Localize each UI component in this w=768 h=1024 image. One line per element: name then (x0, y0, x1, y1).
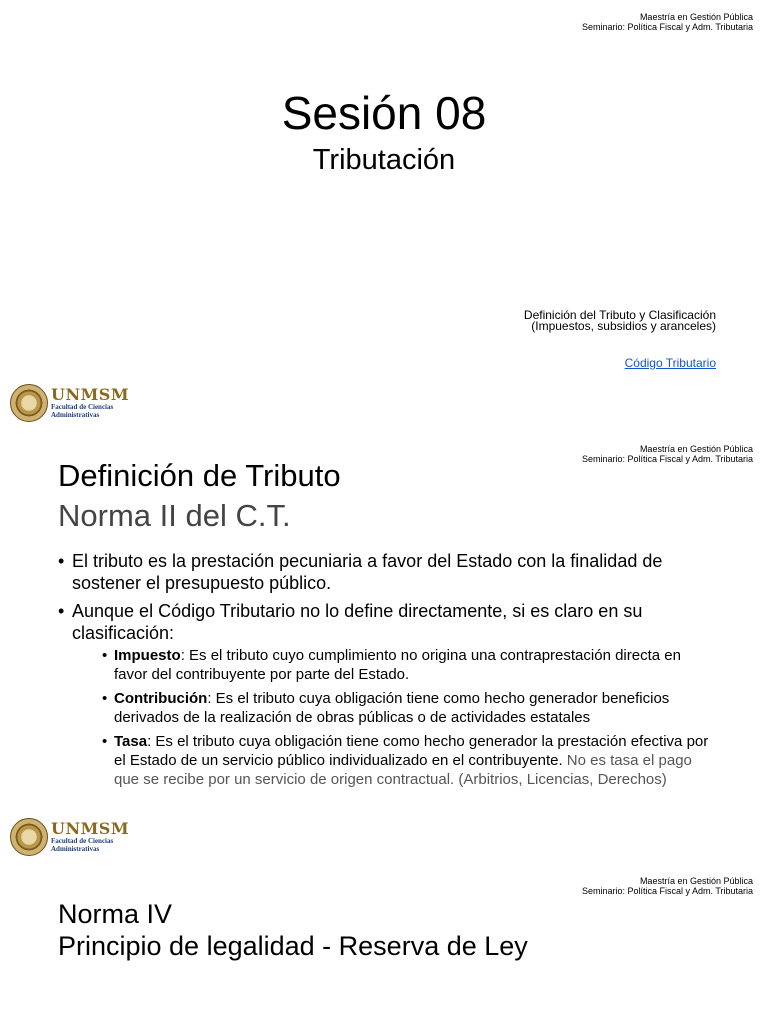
slide-header (582, 12, 753, 32)
slide-1 (0, 0, 768, 432)
sub-list-item-impuesto (102, 646, 718, 684)
slide-title: Norma IV (58, 899, 173, 929)
header-seminar: Seminario: Política Fiscal y Adm. Tributaria (581, 22, 753, 32)
logo-name: UNMSM (51, 819, 130, 838)
university-seal-icon (10, 818, 48, 856)
sub-list-item-contribucion (102, 689, 718, 727)
logo-faculty-line-2: Administrativas (51, 411, 100, 419)
logo-faculty-line-1: Facultad de Ciencias (51, 837, 114, 845)
definition-contribucion: : Es el tributo cuya obligación tiene como hecho generador beneficios derivados de la realización de obras públicas o de actividades estatales (114, 690, 670, 726)
session-title: Sesión 08 (281, 87, 487, 139)
slide-title: Definición de Tributo (58, 458, 341, 493)
bullet-text: El tributo es la prestación pecuniaria a favor del Estado con la finalidad de sostener el presupuesto público. (72, 551, 663, 593)
header-seminar: Seminario: Política Fiscal y Adm. Tributaria (581, 454, 753, 464)
term-impuesto: Impuesto (114, 647, 181, 664)
slide-subtitle: Norma II del C.T. (58, 498, 291, 533)
sub-bullet-list (72, 646, 718, 789)
topic-line-2: (Impuestos, subsidios y aranceles) (531, 319, 716, 333)
header-program: Maestría en Gestión Pública (639, 444, 753, 454)
topic-summary (524, 310, 716, 332)
slide-subtitle: Principio de legalidad - Reserva de Ley (58, 931, 528, 961)
unmsm-logo (10, 380, 130, 426)
list-item (58, 550, 718, 594)
university-seal-icon (10, 384, 48, 422)
slide-2 (0, 432, 768, 864)
term-contribucion: Contribución (114, 690, 208, 707)
tasa-note: No es tasa el pago que se recibe por un servicio de origen contractual. (Arbitrios, Licencias, Derechos) (114, 752, 692, 788)
topic-line-1: Definición del Tributo y Clasificación (523, 308, 716, 322)
logo-name: UNMSM (51, 385, 130, 404)
header-program: Maestría en Gestión Pública (639, 876, 753, 886)
slide-header (582, 876, 753, 896)
logo-text (51, 821, 129, 853)
logo-text (51, 387, 129, 419)
session-subtitle: Tributación (312, 144, 456, 176)
bullet-list (58, 550, 718, 795)
list-item (58, 600, 718, 789)
definition-tasa: : Es el tributo cuya obligación tiene como hecho generador la prestación efectiva por el Estado de un servicio público individualizado en el contribuyente. (114, 733, 709, 769)
header-seminar: Seminario: Política Fiscal y Adm. Tributaria (581, 886, 753, 896)
term-tasa: Tasa (114, 733, 148, 750)
bullet-text: Aunque el Código Tributario no lo define directamente, si es claro en su clasificación: (72, 601, 643, 643)
slide-3 (0, 864, 768, 1024)
unmsm-logo (10, 814, 130, 860)
definition-impuesto: : Es el tributo cuyo cumplimiento no origina una contraprestación directa en favor del contribuyente por parte del Estado. (114, 647, 681, 683)
codigo-tributario-link[interactable]: Código Tributario (624, 356, 716, 370)
sub-list-item-tasa (102, 732, 718, 789)
header-program: Maestría en Gestión Pública (639, 12, 753, 22)
logo-faculty-line-2: Administrativas (51, 845, 100, 853)
logo-faculty-line-1: Facultad de Ciencias (51, 403, 114, 411)
slide-header (582, 444, 753, 464)
